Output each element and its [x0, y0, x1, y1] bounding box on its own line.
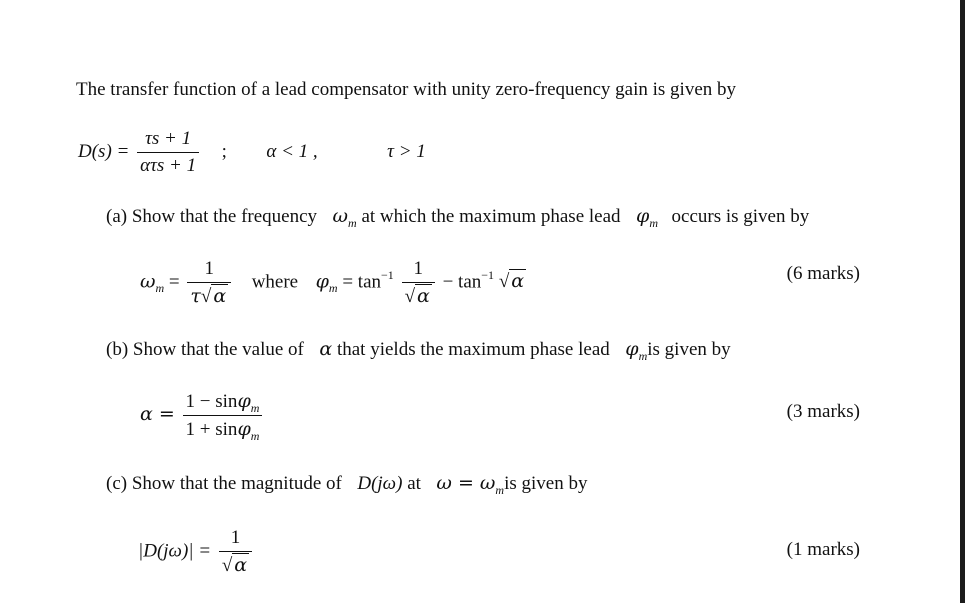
sqrt-alpha: √ α — [498, 270, 525, 293]
alpha-denominator: 1 + sinφ$_m$ — [185, 418, 260, 443]
eq-separator: ; — [221, 140, 227, 162]
tan-fraction — [402, 258, 435, 308]
part-c-marks: (1 marks) — [786, 539, 860, 560]
alpha-symbol: α — [319, 338, 333, 360]
part-a-question — [106, 205, 809, 228]
magnitude-lhs: |D(jω)| = — [138, 540, 212, 562]
alpha-radicand-3: α — [511, 270, 525, 293]
omega-denominator — [187, 283, 231, 308]
alpha-numerator: 1 − sinφ$_m$ — [183, 390, 263, 416]
omega-numerator: 1 — [187, 258, 231, 283]
tan-numerator: 1 — [402, 258, 435, 283]
phi-m-subscript-b: m — [638, 349, 648, 363]
D-jw: D(jω) — [357, 473, 403, 494]
omega-fraction — [187, 258, 231, 308]
omega-condition: ω = ω — [436, 472, 496, 494]
magnitude-numerator: 1 — [219, 527, 252, 552]
eq-denominator: ατs + 1 — [140, 155, 197, 176]
part-b-mid: that yields the maximum phase lead — [336, 339, 610, 360]
part-c-suffix: is given by — [504, 473, 588, 494]
part-c-question — [106, 472, 587, 495]
magnitude-fraction — [219, 527, 252, 577]
equals: = — [168, 271, 180, 293]
omega-subscript: m — [155, 281, 165, 296]
part-b-question — [106, 338, 731, 361]
phi-m-symbol: φ — [636, 205, 650, 227]
phi-m-symbol-b: φ — [625, 338, 639, 360]
omega-m-subscript: m — [348, 216, 357, 230]
tan-term: = tan — [342, 271, 382, 293]
minus-tan-term: − tan — [442, 271, 482, 293]
alpha-radicand-2: α — [417, 285, 430, 307]
alpha-lhs: α = — [140, 402, 175, 425]
magnitude-denominator: √ α — [221, 554, 248, 576]
inverse-superscript-2: −1 — [481, 268, 495, 283]
part-a-prefix: (a) Show that the frequency — [106, 206, 318, 227]
part-c-prefix: (c) Show that the magnitude of — [106, 473, 342, 494]
part-c-at: at — [407, 473, 421, 494]
sqrt: √ α — [200, 285, 227, 307]
tan-denominator: √ α — [404, 285, 430, 307]
eq-numerator: τs + 1 — [137, 128, 199, 153]
condition-alpha: α < 1 , — [266, 140, 318, 162]
alpha-fraction — [183, 390, 263, 441]
part-b-prefix: (b) Show that the value of — [106, 339, 304, 360]
phi-m-subscript: m — [649, 216, 659, 230]
phi-symbol: φ — [315, 270, 329, 293]
omega-m-symbol: ω — [332, 205, 349, 227]
part-a-suffix: occurs is given by — [671, 206, 810, 227]
eq-fraction — [137, 128, 199, 177]
omega-condition-sub: m — [495, 483, 505, 497]
alpha-radicand: α — [213, 285, 227, 307]
transfer-function-equation — [78, 128, 426, 177]
inverse-superscript: −1 — [381, 268, 394, 283]
part-a-equation — [140, 258, 526, 308]
part-b-marks: (3 marks) — [786, 401, 860, 422]
where-word: where — [251, 271, 299, 293]
part-b-equation — [140, 390, 265, 441]
page-border-right — [960, 0, 965, 603]
condition-tau: τ > 1 — [387, 140, 426, 162]
part-c-equation — [138, 527, 255, 577]
part-a-marks: (6 marks) — [786, 263, 860, 284]
intro-text: The transfer function of a lead compensator with unity zero-frequency gain is given by — [76, 79, 737, 100]
tau-symbol: τ — [190, 285, 201, 307]
omega-symbol: ω — [140, 270, 156, 293]
part-b-suffix: is given by — [647, 339, 731, 360]
part-a-mid: at which the maximum phase lead — [361, 206, 621, 227]
phi-subscript: m — [328, 281, 338, 296]
eq-lhs: D(s) = — [78, 140, 130, 162]
